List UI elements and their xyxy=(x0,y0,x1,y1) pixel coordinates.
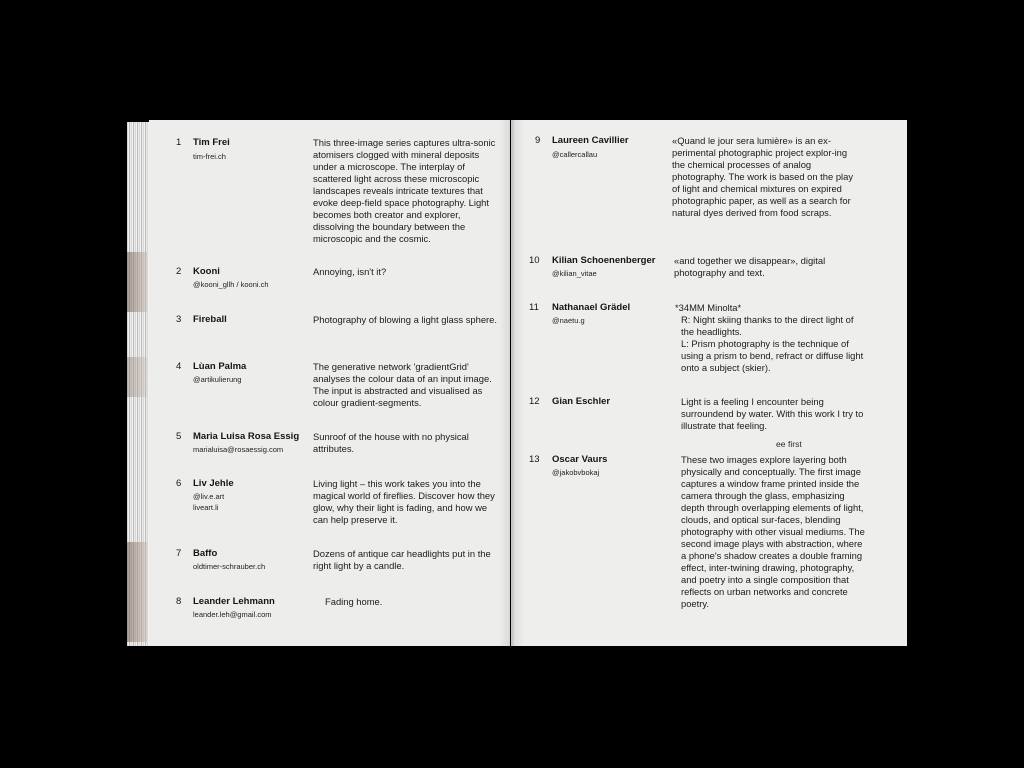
artist-handle: @kilian_vitae xyxy=(552,269,597,278)
work-description: The generative network 'gradientGrid' analyses the colour data of an input image. The input is abstracted and visualised as colour gradient-segments. xyxy=(313,361,492,408)
entry-number: 10 xyxy=(529,255,540,266)
artist-handle: @kooni_gllh / kooni.ch xyxy=(193,280,269,289)
work-description: Annoying, isn't it? xyxy=(313,266,387,277)
entry-10 xyxy=(529,255,895,285)
work-description: Photography of blowing a light glass sphere. xyxy=(313,314,497,325)
entry-number: 1 xyxy=(176,137,182,148)
artist-name: Fireball xyxy=(193,314,227,325)
entry-12 xyxy=(529,396,895,436)
artist-name: Liv Jehle xyxy=(193,478,234,489)
entry-number: 5 xyxy=(176,431,182,442)
artist-handle: leander.leh@gmail.com xyxy=(193,610,272,619)
entry-13 xyxy=(529,454,895,614)
work-description: Dozens of antique car headlights put in the right light by a candle. xyxy=(313,548,491,571)
artist-handle: @naetu.g xyxy=(552,316,585,325)
artist-name: Tim Frei xyxy=(193,137,230,148)
work-description: «Quand le jour sera lumière» is an ex-perimental photographic project explor-ing the chemical processes of analog photography. The work is based on the play of light and chemical mixtures on expired photographic paper, as well as a search for natural dyes derived from food scraps. xyxy=(672,135,854,218)
artist-name: Kooni xyxy=(193,266,220,277)
stray-text: ee first xyxy=(776,439,802,449)
left-page xyxy=(149,120,510,646)
entry-4 xyxy=(176,361,501,411)
work-description: R: Night skiing thanks to the direct light of the headlights. L: Prism photography is the technique of using a prism to bend, refract or diffuse light onto a subject (skier). xyxy=(681,314,864,373)
entry-number: 8 xyxy=(176,596,182,607)
entry-8 xyxy=(176,596,501,622)
artist-name: Maria Luisa Rosa Essig xyxy=(193,431,300,442)
work-description: This three-image series captures ultra-sonic atomisers clogged with mineral deposits under a microscope. The interplay of scattered light across these microscopic landscapes reveals intricate textures that evoke deep-field space photography. Light becomes both creator and explorer, dissolving the boundary between the microscopic and the cosmic. xyxy=(313,137,496,244)
entry-3 xyxy=(176,314,501,340)
open-booklet xyxy=(127,118,905,648)
work-description: Sunroof of the house with no physical attributes. xyxy=(313,431,469,454)
entry-number: 13 xyxy=(529,454,540,465)
right-page xyxy=(511,120,907,646)
artist-handle: oldtimer-schrauber.ch xyxy=(193,562,266,571)
artist-name: Baffo xyxy=(193,548,218,559)
entry-number: 4 xyxy=(176,361,182,372)
artist-handle: @artikulierung xyxy=(193,375,242,384)
artist-name: Gian Eschler xyxy=(552,396,611,407)
entry-number: 11 xyxy=(529,302,539,313)
work-description: Fading home. xyxy=(325,596,383,607)
work-description: These two images explore layering both physically and conceptually. The first image captures a window frame printed inside the camera through the glass, emphasizing depth through overlapping elements of light, clouds, and optical sur-faces, blending photography with other visual mediums. The second image plays with abstraction, where a phone's shadow creates a double framing effect, inter-twining drawing, photography, and poetry into a single composition that reflects on urban networks and concrete poetry. xyxy=(681,454,865,609)
artist-handle: @jakobvbokaj xyxy=(552,468,600,477)
work-description: Light is a feeling I encounter being surroundend by water. With this work I try to illustrate that feeling. xyxy=(681,396,864,431)
artist-name: Nathanael Grädel xyxy=(552,302,631,313)
entry-number: 9 xyxy=(535,135,541,146)
artist-name: Oscar Vaurs xyxy=(552,454,608,465)
artist-name: Leander Lehmann xyxy=(193,596,275,607)
work-description: Living light – this work takes you into the magical world of fireflies. Discover how they glow, why their light is fading, and how we can help preserve it. xyxy=(313,478,495,525)
entry-11 xyxy=(529,302,895,382)
entry-number: 12 xyxy=(529,396,540,407)
entry-9 xyxy=(535,135,895,235)
artist-website: liveart.li xyxy=(193,503,219,512)
artist-handle: marialuisa@rosaessig.com xyxy=(193,445,284,454)
artist-name: Laureen Cavillier xyxy=(552,135,629,146)
entry-7 xyxy=(176,548,501,574)
artist-handle: @liv.e.art xyxy=(193,492,225,501)
work-title: *34MM Minolta* xyxy=(675,302,742,313)
entry-number: 6 xyxy=(176,478,182,489)
entry-5 xyxy=(176,431,501,457)
artist-name: Lùan Palma xyxy=(193,361,247,372)
entry-number: 2 xyxy=(176,266,182,277)
artist-name: Kilian Schoenenberger xyxy=(552,255,656,266)
artist-handle: @callercallau xyxy=(552,150,598,159)
artist-handle: tim-frei.ch xyxy=(193,152,226,161)
entry-2 xyxy=(176,266,501,290)
entry-number: 3 xyxy=(176,314,182,325)
entry-6 xyxy=(176,478,501,528)
entry-1 xyxy=(176,137,501,257)
work-description: «and together we disappear», digital photography and text. xyxy=(674,255,826,278)
entry-number: 7 xyxy=(176,548,182,559)
